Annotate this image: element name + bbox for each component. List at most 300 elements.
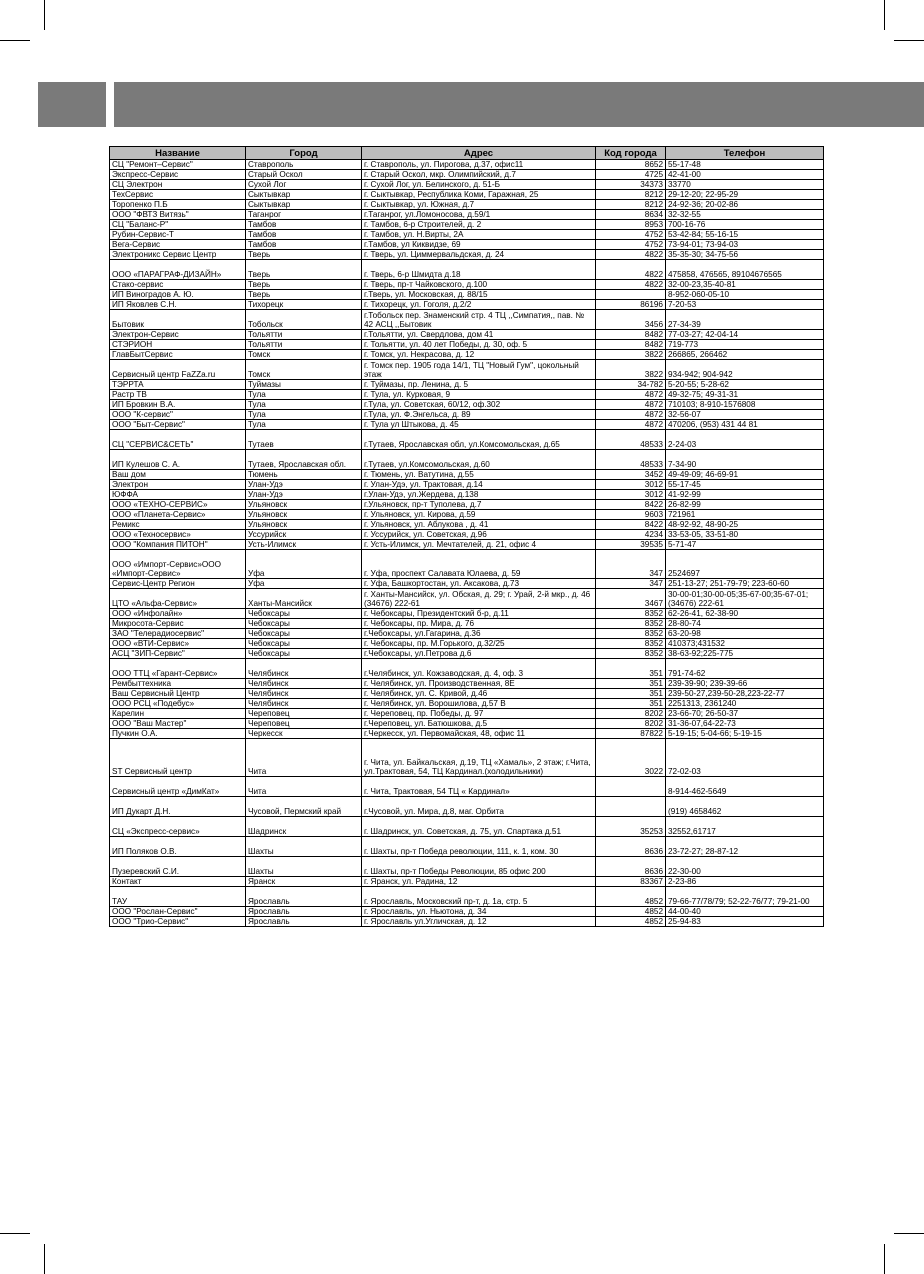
cell-name: ООО «Техносервис» <box>110 530 246 540</box>
cell-city: Туймазы <box>246 380 362 390</box>
table-row <box>110 380 824 390</box>
cell-address: г. Череповец, пр. Победы, д. 97 <box>362 709 596 719</box>
cell-phone: 721961 <box>666 510 824 520</box>
cell-address: г. Чита, Трактовая, 54 ТЦ « Кардинал» <box>362 777 596 797</box>
cell-city: Чусовой, Пермский край <box>246 797 362 817</box>
cell-phone: 62-26-41, 62-38-90 <box>666 609 824 619</box>
crop-mark <box>884 1244 885 1274</box>
table-row <box>110 410 824 420</box>
cell-address: г.Челябинск, ул. Кожзаводская, д. 4, оф. 3 <box>362 659 596 679</box>
column-header-address: Адрес <box>362 147 596 160</box>
cell-code: 8212 <box>596 190 666 200</box>
cell-name: ИП Поляков О.В. <box>110 837 246 857</box>
cell-phone: (919) 4658462 <box>666 797 824 817</box>
cell-address: г. Томск пер. 1905 года 14/1, ТЦ "Новый Гум", цокольный этаж <box>362 360 596 380</box>
table-row <box>110 777 824 797</box>
cell-code: 8202 <box>596 719 666 729</box>
cell-code: 4852 <box>596 907 666 917</box>
cell-phone: 35-35-30; 34-75-56 <box>666 250 824 260</box>
cell-phone: 49-49-09; 46-69-91 <box>666 470 824 480</box>
cell-phone: 32-32-55 <box>666 210 824 220</box>
cell-address: г. Сыктывкар, ул. Южная, д.7 <box>362 200 596 210</box>
cell-address: г. Томск, ул. Некрасова, д. 12 <box>362 350 596 360</box>
cell-city: Тверь <box>246 280 362 290</box>
cell-code: 8352 <box>596 629 666 639</box>
table-row <box>110 250 824 260</box>
cell-name: СЦ "СЕРВИС&СЕТЬ" <box>110 430 246 450</box>
table-row <box>110 739 824 777</box>
cell-name: ИП Дукарт Д.Н. <box>110 797 246 817</box>
cell-name: Пузеревский С.И. <box>110 857 246 877</box>
crop-mark <box>44 1244 45 1274</box>
cell-code: 4725 <box>596 170 666 180</box>
cell-city: Чебоксары <box>246 649 362 659</box>
cell-city: Улан-Удэ <box>246 480 362 490</box>
table-row <box>110 520 824 530</box>
cell-code: 9603 <box>596 510 666 520</box>
cell-city: Тула <box>246 390 362 400</box>
cell-phone: 475858, 476565, 89104676565 <box>666 260 824 280</box>
column-header-code: Код города <box>596 147 666 160</box>
table-row <box>110 350 824 360</box>
cell-name: Электроникс Сервис Центр <box>110 250 246 260</box>
table-row <box>110 340 824 350</box>
table-row <box>110 609 824 619</box>
cell-city: Шахты <box>246 837 362 857</box>
cell-address: г. Уфа, проспект Салавата Юлаева, д. 59 <box>362 550 596 579</box>
cell-address: г. Шадринск, ул. Советская, д. 75, ул. Спартака д.51 <box>362 817 596 837</box>
cell-name: Электрон <box>110 480 246 490</box>
cell-code: 8636 <box>596 857 666 877</box>
cell-address: г. Сухой Лог, ул. Белинского, д. 51-Б <box>362 180 596 190</box>
cell-name: СЦ Электрон <box>110 180 246 190</box>
cell-address: г. Чита, ул. Байкальская, д.19, ТЦ «Хамаль», 2 этаж; г.Чита, ул.Трактовая, 54, ТЦ Кардинал.(холодильники) <box>362 739 596 777</box>
cell-name: ИП Яковлев С.Н. <box>110 300 246 310</box>
cell-address: г. Ставрополь, ул. Пирогова, д.37, офис11 <box>362 160 596 170</box>
cell-address: г.Тула, ул. Ф.Энгельса, д. 89 <box>362 410 596 420</box>
cell-code: 4872 <box>596 400 666 410</box>
cell-city: Челябинск <box>246 659 362 679</box>
cell-address: г. Ульяновск, ул. Кирова, д.59 <box>362 510 596 520</box>
cell-phone: 77-03-27; 42-04-14 <box>666 330 824 340</box>
cell-phone: 26-82-99 <box>666 500 824 510</box>
cell-city: Сухой Лог <box>246 180 362 190</box>
cell-city: Ярославль <box>246 887 362 907</box>
cell-name: Микросота-Сервис <box>110 619 246 629</box>
cell-city: Тамбов <box>246 230 362 240</box>
cell-city: Чебоксары <box>246 609 362 619</box>
cell-phone: 73-94-01; 73-94-03 <box>666 240 824 250</box>
cell-address: г. Чебоксары, пр. М.Горького, д.32/25 <box>362 639 596 649</box>
cell-address: г.Тула, ул. Советская, 60/12, оф.302 <box>362 400 596 410</box>
table-row <box>110 450 824 470</box>
table-row <box>110 510 824 520</box>
cell-code: 4822 <box>596 260 666 280</box>
cell-city: Челябинск <box>246 699 362 709</box>
cell-address: г. Тамбов, 6-р Строителей, д. 2 <box>362 220 596 230</box>
cell-phone: 251-13-27; 251-79-79; 223-60-60 <box>666 579 824 589</box>
cell-phone: 53-42-84; 55-16-15 <box>666 230 824 240</box>
cell-phone: 710103; 8-910-1576808 <box>666 400 824 410</box>
cell-code: 4234 <box>596 530 666 540</box>
cell-phone: 5-71-47 <box>666 540 824 550</box>
cell-phone: 48-92-92, 48-90-25 <box>666 520 824 530</box>
table-row <box>110 579 824 589</box>
cell-name: СТЭРИОН <box>110 340 246 350</box>
table-row <box>110 390 824 400</box>
table-row <box>110 500 824 510</box>
table-row <box>110 220 824 230</box>
cell-code: 39535 <box>596 540 666 550</box>
cell-name: ООО ТТЦ «Гарант-Сервис» <box>110 659 246 679</box>
table-row <box>110 659 824 679</box>
cell-name: ООО "К-сервис" <box>110 410 246 420</box>
cell-city: Яранск <box>246 877 362 887</box>
cell-city: Томск <box>246 360 362 380</box>
cell-city: Чита <box>246 739 362 777</box>
cell-phone: 8-952-060-05-10 <box>666 290 824 300</box>
cell-code: 8352 <box>596 609 666 619</box>
cell-address: г. Тула ул Штыкова, д. 45 <box>362 420 596 430</box>
cell-city: Тутаев <box>246 430 362 450</box>
cell-code: 351 <box>596 679 666 689</box>
cell-city: Челябинск <box>246 679 362 689</box>
cell-city: Тверь <box>246 260 362 280</box>
cell-phone: 2251313, 2361240 <box>666 699 824 709</box>
table-row <box>110 240 824 250</box>
cell-city: Чебоксары <box>246 639 362 649</box>
table-row <box>110 210 824 220</box>
cell-code: 351 <box>596 659 666 679</box>
table-row <box>110 699 824 709</box>
cell-city: Чита <box>246 777 362 797</box>
cell-phone: 5-20-55; 5-28-62 <box>666 380 824 390</box>
header-band-left <box>38 82 106 127</box>
cell-city: Уфа <box>246 579 362 589</box>
cell-name: ИП Бровкин В.А. <box>110 400 246 410</box>
crop-mark <box>44 0 45 30</box>
cell-name: Электрон-Сервис <box>110 330 246 340</box>
cell-code: 351 <box>596 689 666 699</box>
cell-city: Ульяновск <box>246 510 362 520</box>
cell-code: 4872 <box>596 410 666 420</box>
cell-address: г. Ханты-Мансийск, ул. Обская, д. 29; г. Урай, 2-й мкр., д. 46 (34676) 222-61 <box>362 589 596 609</box>
cell-city: Чебоксары <box>246 619 362 629</box>
cell-name: ООО "Ваш Мастер" <box>110 719 246 729</box>
cell-phone: 72-02-03 <box>666 739 824 777</box>
table-row <box>110 200 824 210</box>
cell-address: г. Улан-Удэ, ул. Трактовая, д.14 <box>362 480 596 490</box>
cell-address: г. Уссурийск, ул. Советская, д.96 <box>362 530 596 540</box>
crop-mark <box>894 40 924 41</box>
cell-city: Тамбов <box>246 220 362 230</box>
cell-address: г. Шахты, пр-т Победы Революции, 85 офис 200 <box>362 857 596 877</box>
crop-mark <box>0 1233 30 1234</box>
cell-name: Сервис-Центр Регион <box>110 579 246 589</box>
table-row <box>110 817 824 837</box>
cell-name: СЦ "Баланс-Р" <box>110 220 246 230</box>
cell-name: ООО "Компания ПИТОН" <box>110 540 246 550</box>
table-row <box>110 679 824 689</box>
cell-name: Сервисный центр «ДимКат» <box>110 777 246 797</box>
cell-address: г. Шахты, пр-т Победа революции, 111, к. 1, ком. 30 <box>362 837 596 857</box>
cell-city: Тула <box>246 420 362 430</box>
cell-code: 3022 <box>596 739 666 777</box>
cell-city: Тольятти <box>246 340 362 350</box>
cell-name: АСЦ "ЗИП-Сервис" <box>110 649 246 659</box>
table-row <box>110 589 824 609</box>
cell-city: Ханты-Мансийск <box>246 589 362 609</box>
cell-code: 4752 <box>596 230 666 240</box>
cell-code: 3456 <box>596 310 666 330</box>
table-row <box>110 420 824 430</box>
cell-address: г.Череповец, ул. Батюшкова, д.5 <box>362 719 596 729</box>
cell-code: 8352 <box>596 619 666 629</box>
table-row <box>110 190 824 200</box>
table-row <box>110 709 824 719</box>
cell-name: Сервисный центр FaZZa.ru <box>110 360 246 380</box>
table-row <box>110 360 824 380</box>
cell-address: г. Сыктывкар, Республика Коми, Гаражная, 25 <box>362 190 596 200</box>
crop-mark <box>894 1233 924 1234</box>
cell-code: 83367 <box>596 877 666 887</box>
cell-name: Пучкин О.А. <box>110 729 246 739</box>
cell-code: 8422 <box>596 500 666 510</box>
cell-address: г. Тверь, ул. Циммервальдская, д. 24 <box>362 250 596 260</box>
cell-phone: 79-66-77/78/79; 52-22-76/77; 79-21-00 <box>666 887 824 907</box>
column-header-name: Название <box>110 147 246 160</box>
cell-code: 48533 <box>596 450 666 470</box>
cell-address: г. Тихорецк, ул. Гоголя, д.2/2 <box>362 300 596 310</box>
cell-phone: 266865, 266462 <box>666 350 824 360</box>
table-row <box>110 400 824 410</box>
cell-city: Уссурийск <box>246 530 362 540</box>
cell-phone: 32-00-23,35-40-81 <box>666 280 824 290</box>
cell-address: г.Таганрог, ул.Ломоносова, д.59/1 <box>362 210 596 220</box>
cell-name: Торопенко П.Б <box>110 200 246 210</box>
cell-address: г.Чебоксары, ул.Гагарина, д.36 <box>362 629 596 639</box>
table-row <box>110 170 824 180</box>
cell-phone: 5-19-15; 5-04-66; 5-19-15 <box>666 729 824 739</box>
table-row <box>110 629 824 639</box>
cell-city: Череповец <box>246 719 362 729</box>
cell-name: ООО «ВТИ-Сервис» <box>110 639 246 649</box>
cell-phone: 2-24-03 <box>666 430 824 450</box>
cell-phone: 23-72-27; 28-87-12 <box>666 837 824 857</box>
cell-phone: 33770 <box>666 180 824 190</box>
cell-address: г. Ярославль, Московский пр-т, д. 1а, стр. 5 <box>362 887 596 907</box>
cell-code: 4822 <box>596 250 666 260</box>
column-header-phone: Телефон <box>666 147 824 160</box>
cell-name: ST Сервисный центр <box>110 739 246 777</box>
cell-name: ООО «Импорт-Сервис»ООО «Импорт-Сервис» <box>110 550 246 579</box>
cell-code: 351 <box>596 699 666 709</box>
cell-address: г. Старый Оскол, мкр. Олимпийский, д.7 <box>362 170 596 180</box>
cell-city: Сыктывкар <box>246 190 362 200</box>
cell-name: ООО РСЦ «Подебус» <box>110 699 246 709</box>
cell-city: Тула <box>246 410 362 420</box>
cell-address: г.Тутаев, Ярославская обл, ул.Комсомольская, д.65 <box>362 430 596 450</box>
cell-name: ООО «ТЕХНО-СЕРВИС» <box>110 500 246 510</box>
cell-name: ООО «Планета-Сервис» <box>110 510 246 520</box>
cell-name: Экспресс-Сервис <box>110 170 246 180</box>
cell-code: 347 <box>596 550 666 579</box>
table-row <box>110 649 824 659</box>
cell-city: Челябинск <box>246 689 362 699</box>
cell-address: г. Челябинск, ул. Ворошилова, д.57 В <box>362 699 596 709</box>
cell-code: 8953 <box>596 220 666 230</box>
cell-phone: 719-773 <box>666 340 824 350</box>
cell-city: Ярославль <box>246 907 362 917</box>
cell-phone: 29-12-20; 22-95-29 <box>666 190 824 200</box>
cell-address: г.Тамбов, ул Киквидзе, 69 <box>362 240 596 250</box>
cell-city: Усть-Илимск <box>246 540 362 550</box>
cell-phone: 32552,61717 <box>666 817 824 837</box>
table-header-row <box>110 147 824 160</box>
cell-code: 35253 <box>596 817 666 837</box>
cell-address: г.Ульяновск, пр-т Туполева, д.7 <box>362 500 596 510</box>
cell-name: Рубин-Сервис-Т <box>110 230 246 240</box>
cell-address: г. Туймазы, пр. Ленина, д. 5 <box>362 380 596 390</box>
cell-phone: 25-94-83 <box>666 917 824 927</box>
cell-address: г. Ульяновск, ул. Аблукова , д. 41 <box>362 520 596 530</box>
table-row <box>110 330 824 340</box>
cell-name: ГлавБытСервис <box>110 350 246 360</box>
cell-city: Черкесск <box>246 729 362 739</box>
cell-city: Улан-Удэ <box>246 490 362 500</box>
cell-name: Бытовик <box>110 310 246 330</box>
cell-code: 4822 <box>596 280 666 290</box>
table-row <box>110 837 824 857</box>
cell-name: ЗАО "Телерадиосервис" <box>110 629 246 639</box>
table-row <box>110 290 824 300</box>
cell-name: Ремикс <box>110 520 246 530</box>
cell-name: СЦ «Экспресс-сервис» <box>110 817 246 837</box>
cell-city: Старый Оскол <box>246 170 362 180</box>
cell-code: 8482 <box>596 330 666 340</box>
cell-phone: 239-39-90; 239-39-66 <box>666 679 824 689</box>
table-row <box>110 490 824 500</box>
cell-phone: 33-53-05, 33-51-80 <box>666 530 824 540</box>
cell-phone: 7-20-53 <box>666 300 824 310</box>
cell-name: ООО "Трио-Сервис" <box>110 917 246 927</box>
cell-code: 4752 <box>596 240 666 250</box>
cell-name: Стако-сервис <box>110 280 246 290</box>
cell-address: г. Ярославль, ул. Ньютона, д. 34 <box>362 907 596 917</box>
cell-phone: 8-914-462-5649 <box>666 777 824 797</box>
cell-phone: 38-63-92;225-775 <box>666 649 824 659</box>
cell-city: Уфа <box>246 550 362 579</box>
cell-code <box>596 777 666 797</box>
table-row <box>110 857 824 877</box>
cell-phone: 7-34-90 <box>666 450 824 470</box>
cell-code: 8352 <box>596 649 666 659</box>
table-row <box>110 639 824 649</box>
cell-address: г. Ярославль ул.Угличская, д. 12 <box>362 917 596 927</box>
cell-phone: 42-41-00 <box>666 170 824 180</box>
cell-phone: 31-36-07,64-22-73 <box>666 719 824 729</box>
cell-address: г. Тверь, 6-р Шмидта д.18 <box>362 260 596 280</box>
cell-code: 34-782 <box>596 380 666 390</box>
cell-city: Шахты <box>246 857 362 877</box>
cell-address: г. Чебоксары, Президентский б-р, д.11 <box>362 609 596 619</box>
cell-name: ООО «Инфолайн» <box>110 609 246 619</box>
cell-name: ООО «ПАРАГРАФ-ДИЗАЙН» <box>110 260 246 280</box>
cell-code: 4852 <box>596 917 666 927</box>
cell-code: 3467 <box>596 589 666 609</box>
cell-address: г.Тутаев, ул.Комсомольская, д.60 <box>362 450 596 470</box>
table-row <box>110 530 824 540</box>
cell-code: 8482 <box>596 340 666 350</box>
cell-phone: 23-66-70; 26-50-37 <box>666 709 824 719</box>
crop-mark <box>0 40 30 41</box>
cell-phone: 32-56-07 <box>666 410 824 420</box>
cell-city: Ярославль <box>246 917 362 927</box>
cell-address: г.Чусовой, ул. Мира, д.8, маг. Орбита <box>362 797 596 817</box>
cell-code: 3452 <box>596 470 666 480</box>
table-row <box>110 160 824 170</box>
cell-phone: 22-30-00 <box>666 857 824 877</box>
table-row <box>110 180 824 190</box>
cell-name: Карелин <box>110 709 246 719</box>
cell-phone: 2-23-86 <box>666 877 824 887</box>
table-row <box>110 550 824 579</box>
table-row <box>110 480 824 490</box>
cell-name: ЮФФА <box>110 490 246 500</box>
cell-address: г. Яранск, ул. Радина, 12 <box>362 877 596 887</box>
cell-code: 3822 <box>596 350 666 360</box>
cell-code: 4872 <box>596 420 666 430</box>
table-row <box>110 907 824 917</box>
cell-name: ТЭРРТА <box>110 380 246 390</box>
cell-phone: 934-942; 904-942 <box>666 360 824 380</box>
cell-city: Тверь <box>246 290 362 300</box>
cell-address: г. Тюмень, ул. Ватутина, д.55 <box>362 470 596 480</box>
cell-code: 8636 <box>596 837 666 857</box>
cell-city: Тверь <box>246 250 362 260</box>
table-row <box>110 689 824 699</box>
cell-city: Чебоксары <box>246 629 362 639</box>
cell-phone: 55-17-45 <box>666 480 824 490</box>
cell-city: Тюмень <box>246 470 362 480</box>
cell-city: Ставрополь <box>246 160 362 170</box>
header-band-right <box>114 82 924 127</box>
cell-address: г. Уфа, Башкортостан, ул. Аксакова, д.73 <box>362 579 596 589</box>
cell-address: г. Челябинск, ул. Производственная, 8Е <box>362 679 596 689</box>
cell-code <box>596 797 666 817</box>
cell-name: ТАУ <box>110 887 246 907</box>
cell-name: Вега-Сервис <box>110 240 246 250</box>
cell-code <box>596 290 666 300</box>
cell-phone: 44-00-40 <box>666 907 824 917</box>
cell-code: 3012 <box>596 490 666 500</box>
cell-code: 4872 <box>596 390 666 400</box>
cell-phone: 791-74-62 <box>666 659 824 679</box>
table-row <box>110 917 824 927</box>
table-row <box>110 887 824 907</box>
cell-address: г.Улан-Удэ, ул.Жердева, д.138 <box>362 490 596 500</box>
cell-name: Растр ТВ <box>110 390 246 400</box>
cell-name: ЦТО «Альфа-Сервис» <box>110 589 246 609</box>
cell-name: ООО "Рослан-Сервис" <box>110 907 246 917</box>
cell-name: Ваш Сервисный Центр <box>110 689 246 699</box>
cell-address: г. Тверь, пр-т Чайковского, д.100 <box>362 280 596 290</box>
cell-phone: 24-92-36; 20-02-86 <box>666 200 824 210</box>
cell-phone: 410373;431532 <box>666 639 824 649</box>
table-row <box>110 300 824 310</box>
table-row <box>110 797 824 817</box>
table-row <box>110 729 824 739</box>
